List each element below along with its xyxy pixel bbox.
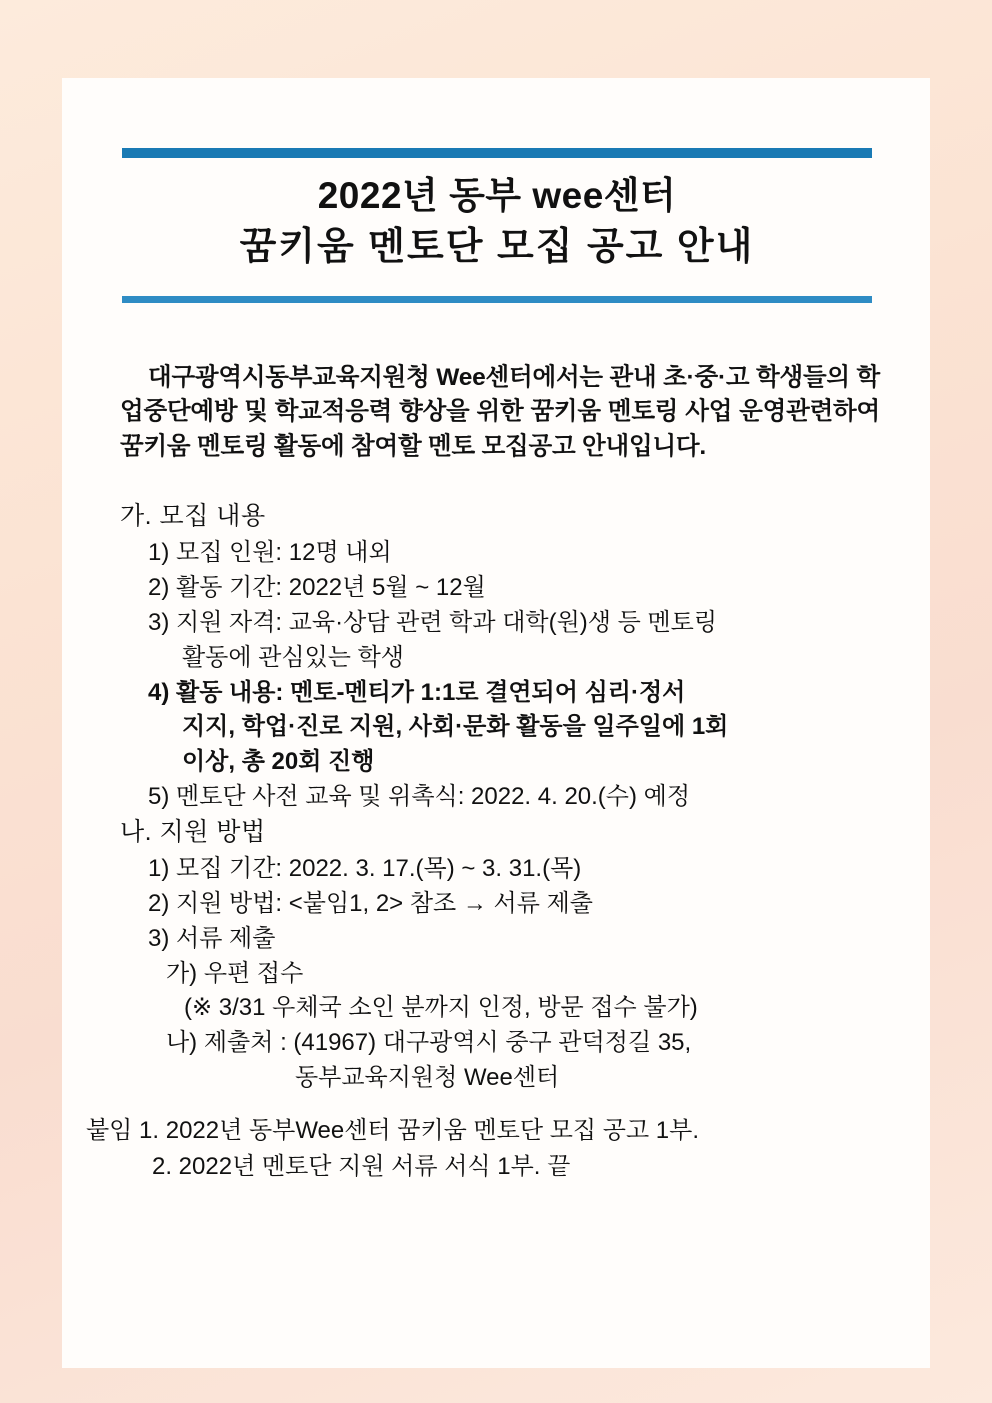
list-item: 2) 활동 기간: 2022년 5월 ~ 12월 <box>148 574 486 602</box>
list-item: 1) 모집 인원: 12명 내외 <box>148 539 392 567</box>
list-item: 3) 서류 제출 <box>148 924 276 952</box>
section-application <box>120 815 880 1096</box>
list-item: 가) 우편 접수 <box>166 959 304 987</box>
section-heading: 가. 모집 내용 <box>120 501 266 530</box>
list-item: 3) 지원 자격: 교육·상담 관련 학과 대학(원)생 등 멘토링 <box>148 608 718 636</box>
list-item-continuation: 이상, 총 20회 진행 <box>182 748 375 776</box>
section-heading: 나. 지원 방법 <box>120 817 266 846</box>
section-recruitment <box>120 499 880 815</box>
list-item-continuation: 활동에 관심있는 학생 <box>182 643 404 671</box>
title-line-1: 2022년 동부 wee센터 <box>317 175 677 216</box>
list-item-note: (※ 3/31 우체국 소인 분까지 인정, 방문 접수 불가) <box>184 994 698 1022</box>
intro-paragraph: 대구광역시동부교육지원청 Wee센터에서는 관내 초·중·고 학생들의 학업중단예방 및 학교적응력 향상을 위한 꿈키움 멘토링 사업 운영관련하여 꿈키움 멘토링 활동에 참여할 멘토 모집공고 안내입니다. <box>120 363 880 461</box>
title-top-rule <box>122 148 872 158</box>
list-item: 1) 모집 기간: 2022. 3. 17.(목) ~ 3. 31.(목) <box>148 855 582 883</box>
page-title <box>122 170 872 273</box>
title-line-2: 꿈키움 멘토단 모집 공고 안내 <box>239 226 755 269</box>
document-body <box>120 336 880 1096</box>
attachment-line-1: 붙임 1. 2022년 동부Wee센터 꿈키움 멘토단 모집 공고 1부. <box>86 1117 699 1144</box>
list-item-continuation: 동부교육지원청 Wee센터 <box>295 1064 560 1091</box>
title-bottom-rule <box>122 296 872 303</box>
attachment-line-2: 2. 2022년 멘토단 지원 서류 서식 1부. 끝 <box>152 1153 571 1180</box>
list-item: 나) 제출처 : (41967) 대구광역시 중구 관덕정길 35, <box>166 1029 692 1057</box>
document-page <box>62 78 930 1368</box>
attachments-block <box>86 1113 906 1185</box>
list-item-continuation: 지지, 학업·진로 지원, 사회·문화 활동을 일주일에 1회 <box>182 713 729 741</box>
list-item: 4) 활동 내용: 멘토-멘티가 1:1로 결연되어 심리·정서 <box>148 678 686 706</box>
list-item: 2) 지원 방법: <붙임1, 2> 참조 → 서류 제출 <box>148 890 593 918</box>
list-item: 5) 멘토단 사전 교육 및 위촉식: 2022. 4. 20.(수) 예정 <box>148 782 691 810</box>
